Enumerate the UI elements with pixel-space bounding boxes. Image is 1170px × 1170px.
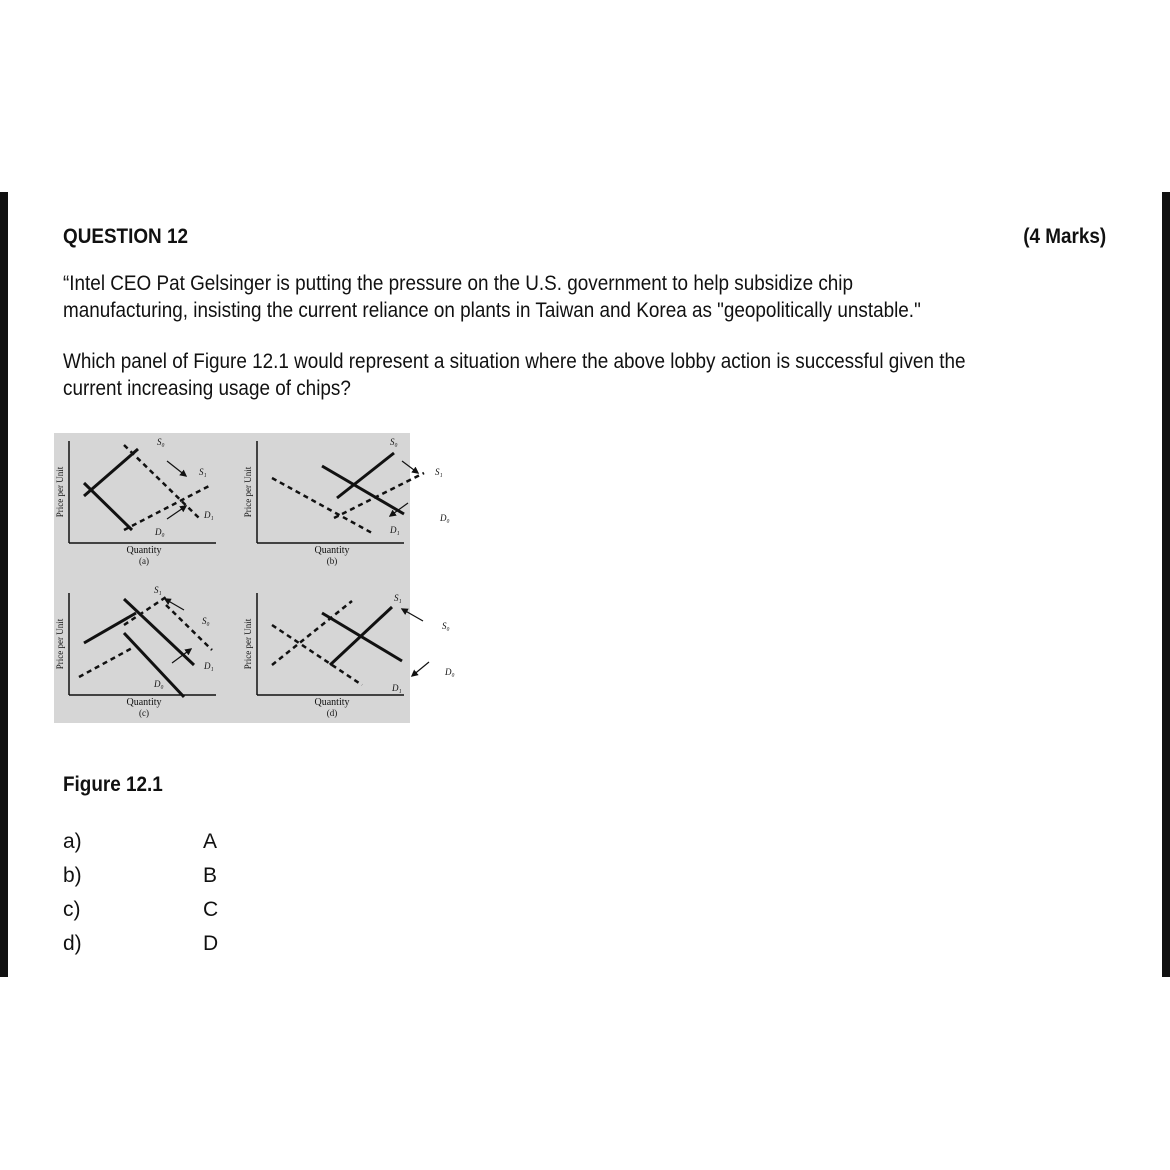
x-axis-label: Quantity: [314, 545, 350, 556]
label-s-right: S₀: [442, 621, 450, 631]
label-s-right: S₁: [199, 467, 207, 477]
panel-d: [243, 593, 455, 718]
question-marks: (4 Marks): [1023, 225, 1106, 248]
option-d[interactable]: [63, 932, 233, 965]
panel-id: (a): [139, 556, 149, 566]
label-s-top: S₀: [157, 437, 165, 447]
y-axis-label: Price per Unit: [55, 618, 65, 670]
right-edge-bar: [1162, 192, 1170, 977]
label-d-right: D₀: [440, 513, 450, 523]
figure-12-1: [54, 433, 455, 723]
label-d-right: D₁: [204, 661, 214, 671]
quote-line: “Intel CEO Pat Gelsinger is putting the pressure on the U.S. government to help subsidize chip: [63, 272, 854, 295]
option-value: D: [203, 932, 219, 955]
x-axis-label: Quantity: [126, 697, 162, 708]
label-d-right: D₀: [445, 667, 455, 677]
option-letter: a): [63, 830, 82, 853]
prompt-line: current increasing usage of chips?: [63, 377, 351, 400]
option-a[interactable]: [63, 830, 233, 863]
option-letter: b): [63, 864, 82, 887]
panel-b: [243, 437, 450, 566]
left-edge-bar: [0, 192, 8, 977]
question-title: QUESTION 12: [63, 225, 188, 248]
quote-line: manufacturing, insisting the current reliance on plants in Taiwan and Korea as "geopolitically unstable.": [63, 299, 921, 322]
label-d-bottom: D₁: [392, 683, 402, 693]
prompt-line: Which panel of Figure 12.1 would represent a situation where the above lobby action is successful given the: [63, 350, 966, 373]
panel-a: [55, 437, 216, 566]
label-s-top: S₁: [154, 585, 162, 595]
option-letter: d): [63, 932, 82, 955]
label-s-right: S₁: [435, 467, 443, 477]
y-axis-label: Price per Unit: [243, 618, 253, 670]
label-s-top: S₁: [394, 593, 402, 603]
label-d-right: D₁: [204, 510, 214, 520]
label-d-bottom: D₀: [154, 679, 164, 689]
question-prompt: [63, 348, 981, 402]
y-axis-label: Price per Unit: [243, 466, 253, 518]
label-d-bottom: D₁: [390, 525, 400, 535]
panel-id: (c): [139, 708, 149, 718]
label-s-right: S₀: [202, 616, 210, 626]
option-value: B: [203, 864, 218, 887]
question-quote: [63, 270, 981, 324]
option-value: A: [203, 830, 218, 853]
panel-id: (d): [326, 708, 338, 718]
label-d-bottom: D₀: [155, 527, 165, 537]
y-axis-label: Price per Unit: [55, 466, 65, 518]
panel-c: [55, 585, 216, 718]
option-value: C: [203, 898, 219, 921]
option-c[interactable]: [63, 898, 233, 931]
option-b[interactable]: [63, 864, 233, 897]
x-axis-label: Quantity: [314, 697, 350, 708]
option-letter: c): [63, 898, 81, 921]
figure-caption: Figure 12.1: [63, 773, 163, 796]
panel-id: (b): [326, 556, 338, 566]
label-s-top: S₀: [390, 437, 398, 447]
x-axis-label: Quantity: [126, 545, 162, 556]
